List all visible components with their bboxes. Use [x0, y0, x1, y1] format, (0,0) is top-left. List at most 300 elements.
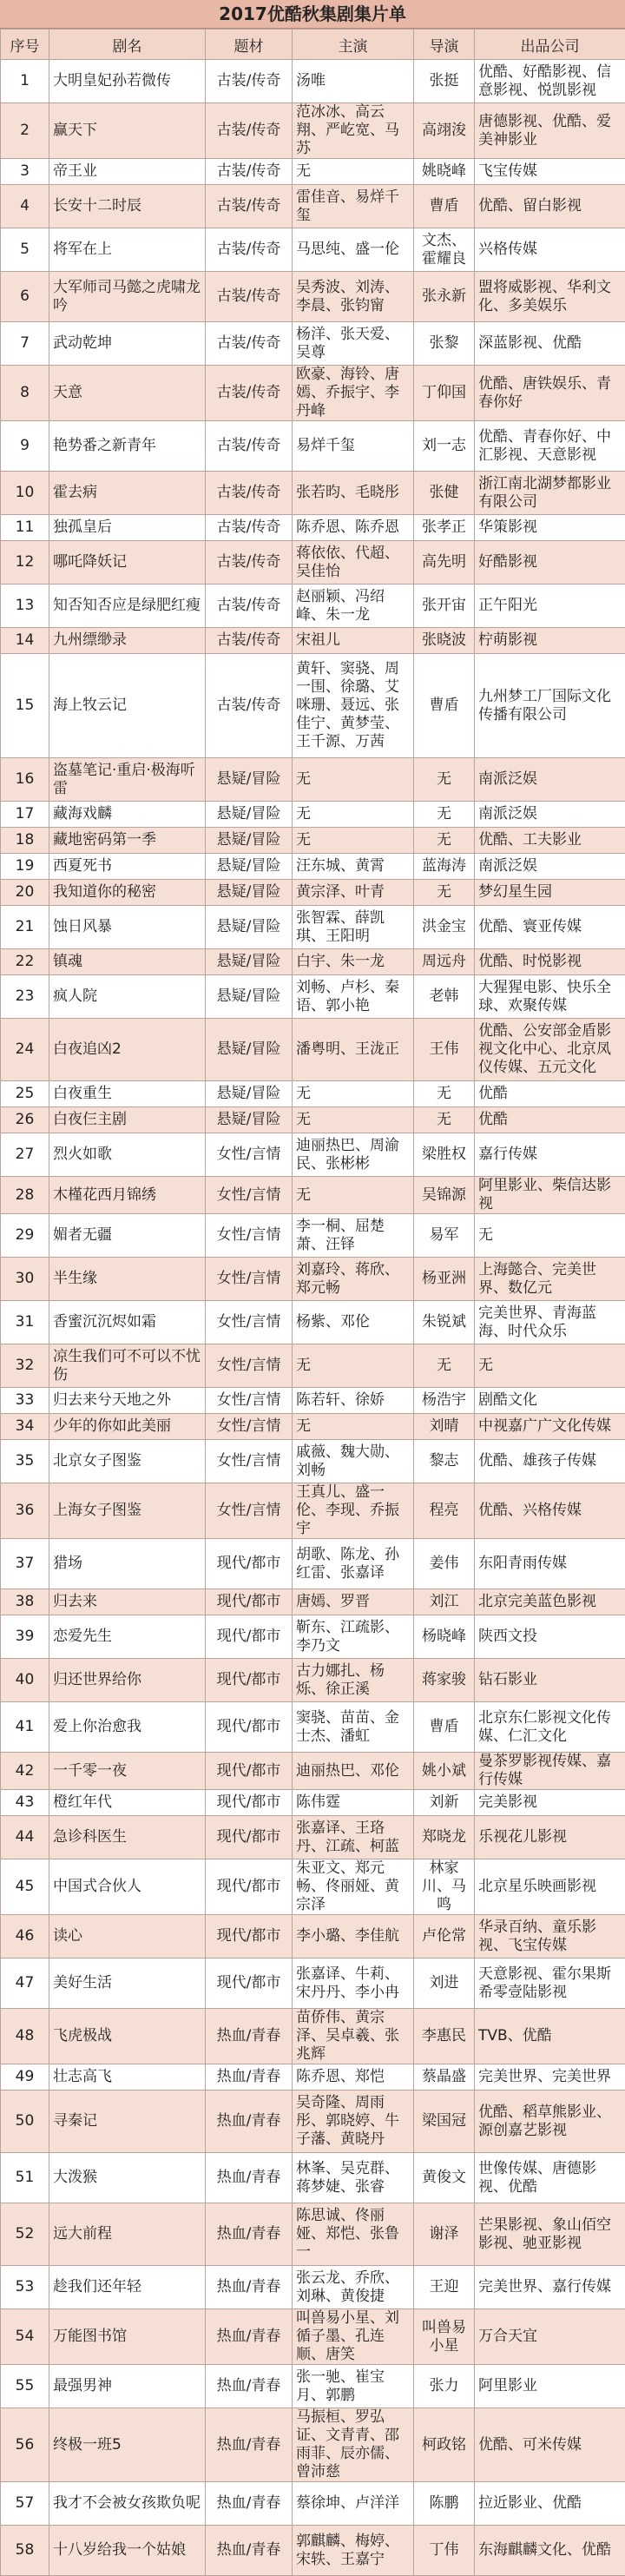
cell-no: 28: [1, 1177, 49, 1214]
cell-cast: 刘畅、卢杉、秦语、郭小艳: [293, 975, 414, 1019]
cell-name: 半生缘: [49, 1258, 206, 1301]
cell-name: 海上牧云记: [49, 654, 206, 758]
table-row: [1, 2365, 625, 2408]
cell-cast: 无: [293, 1177, 414, 1214]
cell-no: 43: [1, 1790, 49, 1816]
cell-director: 姚晓峰: [414, 159, 475, 185]
cell-company: 北京东仁影视文化传媒、仁汇文化: [475, 1702, 625, 1753]
table-row: [1, 1702, 625, 1753]
cell-director: 谢泽: [414, 2203, 475, 2266]
cell-company: 优酷、留白影视: [475, 185, 625, 228]
cell-genre: 古装/传奇: [206, 541, 293, 585]
cell-company: 钻石影业: [475, 1659, 625, 1702]
cell-no: 33: [1, 1388, 49, 1414]
cell-director: 杨亚洲: [414, 1258, 475, 1301]
table-row: [1, 2153, 625, 2203]
cell-cast: 无: [293, 828, 414, 854]
cell-name: 白夜重生: [49, 1081, 206, 1107]
cell-no: 4: [1, 185, 49, 228]
cell-director: 丁伟: [414, 2526, 475, 2576]
cell-name: 读心: [49, 1915, 206, 1958]
cell-director: 无: [414, 828, 475, 854]
cell-cast: 无: [293, 758, 414, 802]
cell-cast: 刘嘉玲、蒋欣、郑元畅: [293, 1258, 414, 1301]
cell-company: 陕西文投: [475, 1615, 625, 1659]
cell-director: 刘一志: [414, 421, 475, 472]
table-row: [1, 1344, 625, 1388]
cell-cast: 吴秀波、刘涛、李晨、张钧甯: [293, 272, 414, 322]
cell-genre: 热血/青春: [206, 2482, 293, 2526]
cell-cast: 唐嫣、罗晋: [293, 1589, 414, 1615]
cell-company: 优酷、可米传媒: [475, 2408, 625, 2482]
cell-genre: 古装/传奇: [206, 654, 293, 758]
table-row: [1, 1915, 625, 1958]
cell-genre: 女性/言情: [206, 1214, 293, 1258]
cell-genre: 古装/传奇: [206, 366, 293, 421]
table-row: [1, 1816, 625, 1859]
cell-genre: 现代/都市: [206, 1790, 293, 1816]
cell-cast: 蒋依依、代超、吴佳怡: [293, 541, 414, 585]
cell-director: 张挺: [414, 60, 475, 103]
cell-name: 归去来兮天地之外: [49, 1388, 206, 1414]
col-header-director: 导演: [414, 30, 475, 60]
cell-company: 浙江南北湖梦都影业有限公司: [475, 472, 625, 515]
table-row: [1, 2064, 625, 2091]
cell-cast: 黄轩、窦骁、周一围、徐璐、艾咪珊、聂远、张佳宁、黄梦莹、王千源、万茜: [293, 654, 414, 758]
cell-cast: 窦骁、苗苗、金士杰、潘虹: [293, 1702, 414, 1753]
cell-genre: 古装/传奇: [206, 472, 293, 515]
cell-genre: 古装/传奇: [206, 322, 293, 366]
cell-director: 黎志: [414, 1440, 475, 1483]
table-row: [1, 1414, 625, 1440]
cell-cast: 陈乔恩、陈乔恩: [293, 515, 414, 541]
cell-no: 9: [1, 421, 49, 472]
cell-name: 长安十二时辰: [49, 185, 206, 228]
cell-company: 上海懿合、完美世界、数亿元: [475, 1258, 625, 1301]
cell-cast: 李一桐、屈楚萧、汪铎: [293, 1214, 414, 1258]
cell-name: 媚者无疆: [49, 1214, 206, 1258]
cell-no: 35: [1, 1440, 49, 1483]
cell-company: 优酷、时悦影视: [475, 949, 625, 975]
table-row: [1, 628, 625, 654]
cell-company: 南派泛娱: [475, 854, 625, 880]
cell-no: 57: [1, 2482, 49, 2526]
table-row: [1, 159, 625, 185]
cell-name: 霍去病: [49, 472, 206, 515]
cell-no: 45: [1, 1859, 49, 1915]
table-row: [1, 1483, 625, 1539]
table-row: [1, 828, 625, 854]
cell-name: 归还世界给你: [49, 1659, 206, 1702]
cell-name: 我才不会被女孩欺负呢: [49, 2482, 206, 2526]
cell-director: 无: [414, 1344, 475, 1388]
cell-genre: 悬疑/冒险: [206, 880, 293, 906]
cell-no: 14: [1, 628, 49, 654]
cell-cast: 范冰冰、高云翔、严屹宽、马苏: [293, 103, 414, 159]
cell-cast: 迪丽热巴、邓伦: [293, 1753, 414, 1790]
table-row: [1, 1081, 625, 1107]
cell-genre: 热血/青春: [206, 2266, 293, 2309]
table-row: [1, 2009, 625, 2064]
cell-company: 中视嘉广广文化传媒: [475, 1414, 625, 1440]
cell-name: 帝王业: [49, 159, 206, 185]
cell-no: 41: [1, 1702, 49, 1753]
cell-cast: 吴奇隆、周雨彤、郭晓婷、牛子藩、黄晓丹: [293, 2091, 414, 2153]
cell-genre: 女性/言情: [206, 1414, 293, 1440]
cell-company: 优酷: [475, 1081, 625, 1107]
cell-genre: 悬疑/冒险: [206, 854, 293, 880]
cell-name: 我知道你的秘密: [49, 880, 206, 906]
cell-no: 48: [1, 2009, 49, 2064]
cell-genre: 女性/言情: [206, 1388, 293, 1414]
cell-company: 盟将威影视、华利文化、多美娱乐: [475, 272, 625, 322]
cell-name: 恋爱先生: [49, 1615, 206, 1659]
cell-genre: 古装/传奇: [206, 228, 293, 272]
cell-company: 无: [475, 1214, 625, 1258]
cell-no: 12: [1, 541, 49, 585]
cell-genre: 古装/传奇: [206, 103, 293, 159]
table-row: [1, 515, 625, 541]
drama-table: [0, 29, 625, 2576]
cell-company: 南派泛娱: [475, 802, 625, 828]
cell-company: 完美世界、完美世界: [475, 2064, 625, 2091]
table-row: [1, 1753, 625, 1790]
cell-no: 15: [1, 654, 49, 758]
cell-no: 50: [1, 2091, 49, 2153]
cell-director: 无: [414, 1081, 475, 1107]
table-row: [1, 1440, 625, 1483]
cell-cast: 宋祖儿: [293, 628, 414, 654]
cell-no: 2: [1, 103, 49, 159]
table-row: [1, 1388, 625, 1414]
cell-no: 6: [1, 272, 49, 322]
table-row: [1, 1177, 625, 1214]
cell-director: 柯政铭: [414, 2408, 475, 2482]
cell-genre: 古装/传奇: [206, 421, 293, 472]
cell-genre: 现代/都市: [206, 1589, 293, 1615]
cell-director: 程亮: [414, 1483, 475, 1539]
cell-no: 3: [1, 159, 49, 185]
cell-company: 东海麒麟文化、优酷: [475, 2526, 625, 2576]
cell-genre: 悬疑/冒险: [206, 828, 293, 854]
cell-genre: 现代/都市: [206, 1816, 293, 1859]
cell-no: 27: [1, 1133, 49, 1177]
cell-no: 30: [1, 1258, 49, 1301]
cell-company: 华录百纳、童乐影视、飞宝传媒: [475, 1915, 625, 1958]
table-row: [1, 1258, 625, 1301]
cell-company: 北京完美蓝色影视: [475, 1589, 625, 1615]
cell-cast: 雷佳音、易烊千玺: [293, 185, 414, 228]
cell-cast: 张云龙、乔欣、刘琳、黄俊捷: [293, 2266, 414, 2309]
cell-director: 刘进: [414, 1958, 475, 2009]
cell-company: 九州梦工厂国际文化传播有限公司: [475, 654, 625, 758]
cell-company: 优酷、工夫影业: [475, 828, 625, 854]
cell-name: 归去来: [49, 1589, 206, 1615]
cell-genre: 女性/言情: [206, 1483, 293, 1539]
cell-genre: 女性/言情: [206, 1258, 293, 1301]
cell-name: 飞虎极战: [49, 2009, 206, 2064]
cell-company: 完美影视: [475, 1790, 625, 1816]
table-row: [1, 1859, 625, 1915]
cell-company: 优酷、寰亚传媒: [475, 906, 625, 949]
table-row: [1, 228, 625, 272]
table-row: [1, 880, 625, 906]
cell-no: 26: [1, 1107, 49, 1133]
cell-director: 易军: [414, 1214, 475, 1258]
cell-name: 美好生活: [49, 1958, 206, 2009]
cell-cast: 张嘉译、牛莉、宋丹丹、李小冉: [293, 1958, 414, 2009]
table-row: [1, 1790, 625, 1816]
table-row: [1, 975, 625, 1019]
cell-no: 19: [1, 854, 49, 880]
cell-cast: 无: [293, 1107, 414, 1133]
cell-genre: 现代/都市: [206, 1702, 293, 1753]
cell-genre: 热血/青春: [206, 2064, 293, 2091]
cell-company: 优酷、兴格传媒: [475, 1483, 625, 1539]
cell-no: 36: [1, 1483, 49, 1539]
table-row: [1, 185, 625, 228]
cell-no: 42: [1, 1753, 49, 1790]
cell-company: 阿里影业: [475, 2365, 625, 2408]
cell-name: 猎场: [49, 1539, 206, 1589]
cell-name: 烈火如歌: [49, 1133, 206, 1177]
cell-no: 55: [1, 2365, 49, 2408]
cell-director: 张健: [414, 472, 475, 515]
cell-no: 52: [1, 2203, 49, 2266]
table-row: [1, 758, 625, 802]
cell-cast: 朱亚文、郑元畅、佟丽娅、黄宗泽: [293, 1859, 414, 1915]
cell-cast: 陈若轩、徐娇: [293, 1388, 414, 1414]
cell-no: 39: [1, 1615, 49, 1659]
table-row: [1, 2482, 625, 2526]
cell-cast: 王真儿、盛一伦、李现、乔振宇: [293, 1483, 414, 1539]
cell-name: 藏地密码第一季: [49, 828, 206, 854]
cell-genre: 现代/都市: [206, 1859, 293, 1915]
cell-director: 刘晴: [414, 1414, 475, 1440]
cell-genre: 现代/都市: [206, 1659, 293, 1702]
cell-company: 南派泛娱: [475, 758, 625, 802]
cell-genre: 女性/言情: [206, 1177, 293, 1214]
cell-company: 兴格传媒: [475, 228, 625, 272]
cell-company: TVB、优酷: [475, 2009, 625, 2064]
cell-name: 寻秦记: [49, 2091, 206, 2153]
cell-company: 完美世界、青海蓝海、时代众乐: [475, 1301, 625, 1344]
cell-company: 无: [475, 1344, 625, 1388]
cell-company: 完美世界、嘉行传媒: [475, 2266, 625, 2309]
cell-director: 卢伦常: [414, 1915, 475, 1958]
cell-cast: 张若昀、毛晓彤: [293, 472, 414, 515]
cell-company: 飞宝传媒: [475, 159, 625, 185]
cell-name: 大军师司马懿之虎啸龙吟: [49, 272, 206, 322]
cell-company: 优酷、雄孩子传媒: [475, 1440, 625, 1483]
cell-cast: 汤唯: [293, 60, 414, 103]
cell-genre: 古装/传奇: [206, 628, 293, 654]
cell-genre: 悬疑/冒险: [206, 1107, 293, 1133]
cell-no: 25: [1, 1081, 49, 1107]
cell-cast: 潘粤明、王泷正: [293, 1019, 414, 1081]
cell-name: 知否知否应是绿肥红瘦: [49, 585, 206, 628]
cell-no: 11: [1, 515, 49, 541]
cell-name: 艳势番之新青年: [49, 421, 206, 472]
cell-name: 终极一班5: [49, 2408, 206, 2482]
cell-company: 好酷影视: [475, 541, 625, 585]
cell-cast: 迪丽热巴、周渝民、张彬彬: [293, 1133, 414, 1177]
cell-genre: 古装/传奇: [206, 515, 293, 541]
cell-genre: 悬疑/冒险: [206, 802, 293, 828]
table-row: [1, 103, 625, 159]
cell-cast: 杨紫、邓伦: [293, 1301, 414, 1344]
cell-no: 17: [1, 802, 49, 828]
cell-name: 大泼猴: [49, 2153, 206, 2203]
cell-name: 盗墓笔记·重启·极海听雷: [49, 758, 206, 802]
page-title: 2017优酷秋集剧集片单: [0, 0, 625, 29]
cell-no: 8: [1, 366, 49, 421]
cell-director: 杨晓峰: [414, 1615, 475, 1659]
table-row: [1, 472, 625, 515]
cell-cast: 郭麒麟、梅婷、宋轶、王嘉宁: [293, 2526, 414, 2576]
cell-genre: 悬疑/冒险: [206, 975, 293, 1019]
cell-cast: 无: [293, 1081, 414, 1107]
cell-director: 曹盾: [414, 1702, 475, 1753]
cell-genre: 女性/言情: [206, 1344, 293, 1388]
table-row: [1, 906, 625, 949]
cell-company: 华策影视: [475, 515, 625, 541]
cell-genre: 古装/传奇: [206, 272, 293, 322]
cell-director: 张开宙: [414, 585, 475, 628]
cell-name: 白夜仨主剧: [49, 1107, 206, 1133]
cell-genre: 古装/传奇: [206, 60, 293, 103]
cell-no: 13: [1, 585, 49, 628]
cell-cast: 易烊千玺: [293, 421, 414, 472]
cell-genre: 热血/青春: [206, 2526, 293, 2576]
cell-company: 天意影视、霍尔果斯希零壹陆影视: [475, 1958, 625, 2009]
cell-cast: 古力娜扎、杨烁、徐正溪: [293, 1659, 414, 1702]
cell-director: 周远舟: [414, 949, 475, 975]
cell-cast: 张嘉译、王珞丹、江疏、柯蓝: [293, 1816, 414, 1859]
table-row: [1, 1615, 625, 1659]
table-row: [1, 60, 625, 103]
cell-name: 独孤皇后: [49, 515, 206, 541]
cell-director: 梁胜权: [414, 1133, 475, 1177]
cell-company: 世像传媒、唐德影视、优酷: [475, 2153, 625, 2203]
table-row: [1, 1133, 625, 1177]
cell-name: 少年的你如此美丽: [49, 1414, 206, 1440]
cell-name: 蚀日风暴: [49, 906, 206, 949]
cell-no: 49: [1, 2064, 49, 2091]
cell-no: 40: [1, 1659, 49, 1702]
cell-director: 张孝正: [414, 515, 475, 541]
cell-name: 十八岁给我一个姑娘: [49, 2526, 206, 2576]
cell-name: 哪吒降妖记: [49, 541, 206, 585]
cell-company: 嘉行传媒: [475, 1133, 625, 1177]
cell-cast: 戚薇、魏大勋、刘畅: [293, 1440, 414, 1483]
cell-no: 56: [1, 2408, 49, 2482]
cell-name: 北京女子图鉴: [49, 1440, 206, 1483]
table-row: [1, 322, 625, 366]
col-header-name: 剧名: [49, 30, 206, 60]
cell-director: 黄俊文: [414, 2153, 475, 2203]
cell-no: 29: [1, 1214, 49, 1258]
cell-no: 10: [1, 472, 49, 515]
cell-cast: 黄宗泽、叶青: [293, 880, 414, 906]
cell-company: 梦幻星生园: [475, 880, 625, 906]
cell-no: 46: [1, 1915, 49, 1958]
cell-company: 阿里影业、柴信达影视: [475, 1177, 625, 1214]
cell-company: 优酷、稻草熊影业、源创嘉艺影视: [475, 2091, 625, 2153]
cell-cast: 陈思诚、佟丽娅、郑恺、张鲁一: [293, 2203, 414, 2266]
table-row: [1, 1214, 625, 1258]
cell-cast: 马思纯、盛一伦: [293, 228, 414, 272]
cell-director: 郑晓龙: [414, 1816, 475, 1859]
cell-no: 23: [1, 975, 49, 1019]
cell-company: 优酷、公安部金盾影视文化中心、北京凤仪传媒、五元文化: [475, 1019, 625, 1081]
cell-no: 5: [1, 228, 49, 272]
cell-director: 蓝海涛: [414, 854, 475, 880]
cell-name: 壮志高飞: [49, 2064, 206, 2091]
cell-cast: 靳东、江疏影、李乃文: [293, 1615, 414, 1659]
cell-director: 文杰、霍耀良: [414, 228, 475, 272]
table-row: [1, 272, 625, 322]
cell-no: 58: [1, 2526, 49, 2576]
cell-cast: 张智霖、薛凯琪、王阳明: [293, 906, 414, 949]
table-row: [1, 1301, 625, 1344]
table-row: [1, 366, 625, 421]
cell-director: 姚小斌: [414, 1753, 475, 1790]
cell-company: 优酷、好酷影视、信意影视、悦凯影视: [475, 60, 625, 103]
cell-director: 张永新: [414, 272, 475, 322]
table-row: [1, 2203, 625, 2266]
cell-cast: 汪东城、黄霄: [293, 854, 414, 880]
cell-director: 张力: [414, 2365, 475, 2408]
table-row: [1, 585, 625, 628]
col-header-company: 出品公司: [475, 30, 625, 60]
cell-director: 姜伟: [414, 1539, 475, 1589]
cell-director: 梁国冠: [414, 2091, 475, 2153]
cell-genre: 热血/青春: [206, 2203, 293, 2266]
cell-genre: 古装/传奇: [206, 585, 293, 628]
cell-director: 老韩: [414, 975, 475, 1019]
cell-genre: 女性/言情: [206, 1133, 293, 1177]
cell-name: 一千零一夜: [49, 1753, 206, 1790]
cell-no: 18: [1, 828, 49, 854]
cell-director: 杨浩宇: [414, 1388, 475, 1414]
cell-genre: 现代/都市: [206, 1958, 293, 2009]
cell-genre: 热血/青春: [206, 2365, 293, 2408]
cell-no: 53: [1, 2266, 49, 2309]
cell-name: 镇魂: [49, 949, 206, 975]
cell-genre: 热血/青春: [206, 2408, 293, 2482]
cell-cast: 杨洋、张天爱、吴尊: [293, 322, 414, 366]
cell-cast: 马振桓、罗弘证、文青青、邵雨菲、辰亦儒、曾沛慈: [293, 2408, 414, 2482]
cell-name: 凉生我们可不可以不忧伤: [49, 1344, 206, 1388]
cell-no: 31: [1, 1301, 49, 1344]
cell-name: 香蜜沉沉烬如霜: [49, 1301, 206, 1344]
cell-cast: 无: [293, 802, 414, 828]
cell-company: 大猩猩电影、快乐全球、欢聚传媒: [475, 975, 625, 1019]
table-row: [1, 1539, 625, 1589]
cell-cast: 无: [293, 1344, 414, 1388]
cell-name: 爱上你治愈我: [49, 1702, 206, 1753]
cell-name: 疯人院: [49, 975, 206, 1019]
cell-cast: 赵丽颖、冯绍峰、朱一龙: [293, 585, 414, 628]
cell-no: 21: [1, 906, 49, 949]
cell-genre: 热血/青春: [206, 2009, 293, 2064]
cell-genre: 热血/青春: [206, 2153, 293, 2203]
cell-no: 34: [1, 1414, 49, 1440]
cell-no: 44: [1, 1816, 49, 1859]
cell-director: 曹盾: [414, 185, 475, 228]
table-row: [1, 1958, 625, 2009]
